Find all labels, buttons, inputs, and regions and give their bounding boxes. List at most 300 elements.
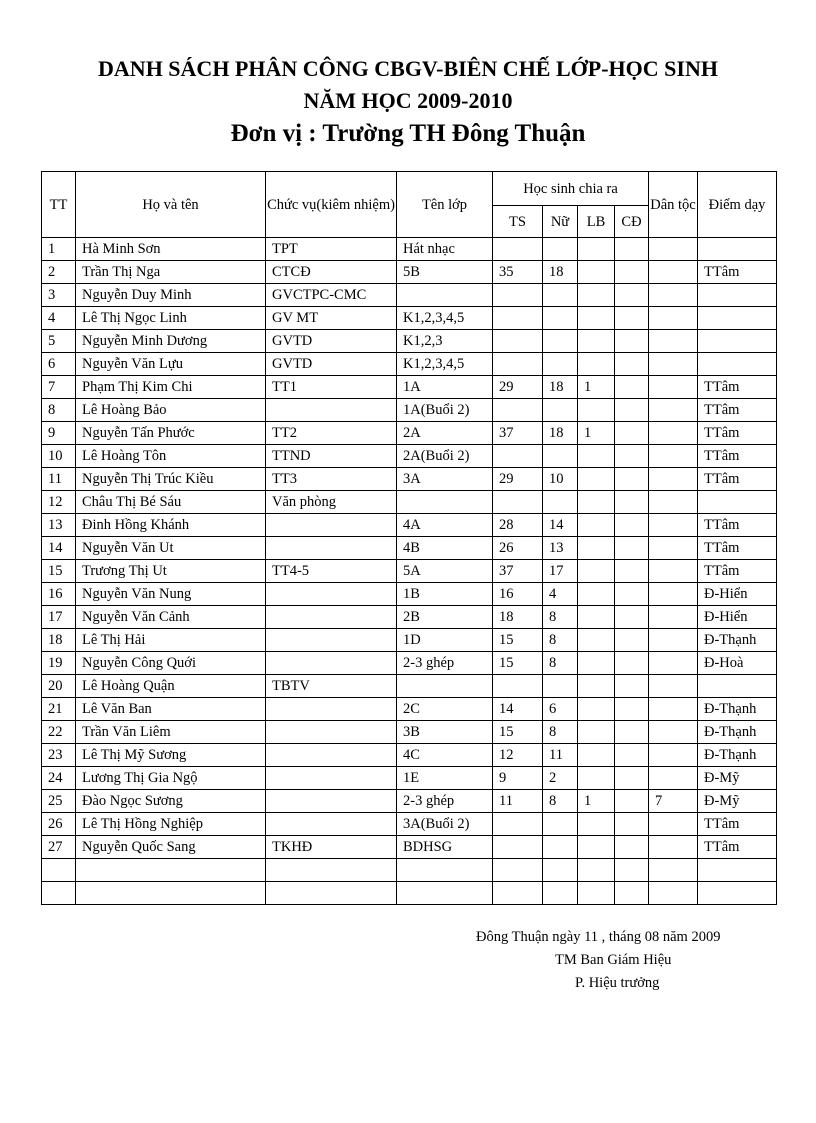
cell-role — [266, 813, 397, 836]
cell-tt: 7 — [42, 376, 76, 399]
cell-role — [266, 629, 397, 652]
cell-tt: 16 — [42, 583, 76, 606]
cell-name: Lê Hoàng Quận — [76, 675, 266, 698]
cell-diemday: Đ-Mỹ — [698, 767, 777, 790]
cell-class: K1,2,3,4,5 — [397, 353, 493, 376]
cell-diemday: TTâm — [698, 445, 777, 468]
cell-role: Văn phòng — [266, 491, 397, 514]
cell-cd — [615, 514, 649, 537]
cell-name: Lê Hoàng Tôn — [76, 445, 266, 468]
cell-class: 1E — [397, 767, 493, 790]
cell-name — [76, 882, 266, 905]
cell-diemday: TTâm — [698, 560, 777, 583]
cell-lb — [578, 836, 615, 859]
cell-tt: 25 — [42, 790, 76, 813]
cell-class — [397, 859, 493, 882]
cell-diemday — [698, 675, 777, 698]
cell-tt: 5 — [42, 330, 76, 353]
cell-tt: 23 — [42, 744, 76, 767]
table-row — [42, 859, 777, 882]
cell-tt: 4 — [42, 307, 76, 330]
cell-diemday: TTâm — [698, 813, 777, 836]
cell-cd — [615, 859, 649, 882]
cell-nu — [543, 882, 578, 905]
cell-diemday: Đ-Hiển — [698, 583, 777, 606]
cell-ts — [493, 330, 543, 353]
cell-diemday: Đ-Mỹ — [698, 790, 777, 813]
cell-lb — [578, 537, 615, 560]
cell-class: 3B — [397, 721, 493, 744]
cell-diemday: Đ-Hiển — [698, 606, 777, 629]
cell-lb — [578, 744, 615, 767]
cell-role — [266, 790, 397, 813]
cell-tt: 17 — [42, 606, 76, 629]
cell-cd — [615, 399, 649, 422]
table-row — [42, 813, 777, 836]
cell-tt: 13 — [42, 514, 76, 537]
cell-tt: 6 — [42, 353, 76, 376]
assignment-table — [41, 171, 777, 905]
cell-diemday — [698, 284, 777, 307]
cell-ts: 16 — [493, 583, 543, 606]
cell-role — [266, 698, 397, 721]
cell-nu — [543, 445, 578, 468]
table-row — [42, 560, 777, 583]
cell-class: 2A — [397, 422, 493, 445]
header-dantoc: Dân tộc — [649, 172, 698, 238]
table-row — [42, 376, 777, 399]
cell-class: 4B — [397, 537, 493, 560]
cell-diemday: TTâm — [698, 468, 777, 491]
cell-role — [266, 583, 397, 606]
cell-lb — [578, 675, 615, 698]
cell-cd — [615, 445, 649, 468]
cell-tt: 18 — [42, 629, 76, 652]
cell-diemday — [698, 307, 777, 330]
cell-diemday: Đ-Thạnh — [698, 744, 777, 767]
table-row — [42, 330, 777, 353]
cell-ts — [493, 882, 543, 905]
cell-class — [397, 491, 493, 514]
cell-cd — [615, 284, 649, 307]
cell-tt: 3 — [42, 284, 76, 307]
cell-dantoc: 7 — [649, 790, 698, 813]
cell-role: GVTD — [266, 353, 397, 376]
cell-nu: 6 — [543, 698, 578, 721]
cell-class: 1B — [397, 583, 493, 606]
cell-diemday: TTâm — [698, 836, 777, 859]
cell-ts: 15 — [493, 629, 543, 652]
header-ts: TS — [493, 206, 543, 238]
cell-dantoc — [649, 675, 698, 698]
cell-tt: 11 — [42, 468, 76, 491]
cell-name: Châu Thị Bé Sáu — [76, 491, 266, 514]
cell-dantoc — [649, 859, 698, 882]
header-tt: TT — [42, 172, 76, 238]
cell-diemday: TTâm — [698, 537, 777, 560]
cell-ts: 12 — [493, 744, 543, 767]
header-name: Họ và tên — [76, 172, 266, 238]
cell-cd — [615, 652, 649, 675]
table-row — [42, 583, 777, 606]
header-lb: LB — [578, 206, 615, 238]
cell-name: Trần Văn Liêm — [76, 721, 266, 744]
cell-ts — [493, 238, 543, 261]
cell-dantoc — [649, 238, 698, 261]
cell-lb — [578, 882, 615, 905]
table-row — [42, 652, 777, 675]
cell-role — [266, 514, 397, 537]
cell-diemday: Đ-Thạnh — [698, 629, 777, 652]
cell-cd — [615, 330, 649, 353]
cell-tt: 15 — [42, 560, 76, 583]
cell-name: Nguyễn Công Quới — [76, 652, 266, 675]
cell-cd — [615, 790, 649, 813]
table-row — [42, 307, 777, 330]
cell-role: TPT — [266, 238, 397, 261]
cell-nu: 13 — [543, 537, 578, 560]
cell-lb — [578, 629, 615, 652]
cell-role: TT1 — [266, 376, 397, 399]
cell-cd — [615, 422, 649, 445]
cell-nu: 14 — [543, 514, 578, 537]
cell-ts: 37 — [493, 560, 543, 583]
cell-ts — [493, 353, 543, 376]
cell-ts: 18 — [493, 606, 543, 629]
cell-cd — [615, 882, 649, 905]
cell-cd — [615, 813, 649, 836]
cell-class — [397, 675, 493, 698]
cell-diemday: Đ-Hoà — [698, 652, 777, 675]
signature-position: P. Hiệu trưởng — [575, 975, 660, 991]
cell-cd — [615, 307, 649, 330]
cell-nu: 2 — [543, 767, 578, 790]
cell-nu: 10 — [543, 468, 578, 491]
cell-ts: 29 — [493, 468, 543, 491]
cell-tt — [42, 882, 76, 905]
cell-class: 2C — [397, 698, 493, 721]
cell-name: Lê Thị Hải — [76, 629, 266, 652]
header-role: Chức vụ(kiêm nhiệm) — [266, 172, 397, 238]
cell-lb — [578, 238, 615, 261]
cell-nu: 18 — [543, 422, 578, 445]
cell-name: Đinh Hồng Khánh — [76, 514, 266, 537]
cell-cd — [615, 376, 649, 399]
table-row — [42, 445, 777, 468]
cell-lb — [578, 353, 615, 376]
table-row — [42, 238, 777, 261]
cell-dantoc — [649, 330, 698, 353]
cell-cd — [615, 491, 649, 514]
cell-ts — [493, 859, 543, 882]
table-row — [42, 261, 777, 284]
cell-tt: 9 — [42, 422, 76, 445]
cell-ts — [493, 675, 543, 698]
cell-cd — [615, 560, 649, 583]
cell-name: Nguyễn Văn Ut — [76, 537, 266, 560]
cell-tt: 22 — [42, 721, 76, 744]
cell-lb — [578, 399, 615, 422]
cell-lb — [578, 721, 615, 744]
table-row — [42, 468, 777, 491]
cell-lb — [578, 698, 615, 721]
cell-role — [266, 537, 397, 560]
cell-nu: 18 — [543, 261, 578, 284]
cell-cd — [615, 468, 649, 491]
cell-cd — [615, 836, 649, 859]
cell-name: Lê Thị Hồng Nghiệp — [76, 813, 266, 836]
cell-ts: 26 — [493, 537, 543, 560]
table-row — [42, 721, 777, 744]
table-row — [42, 514, 777, 537]
cell-nu: 4 — [543, 583, 578, 606]
cell-name: Nguyễn Văn Lựu — [76, 353, 266, 376]
table-body — [42, 238, 777, 905]
cell-ts: 29 — [493, 376, 543, 399]
cell-role: TT3 — [266, 468, 397, 491]
cell-class: 2B — [397, 606, 493, 629]
cell-tt: 14 — [42, 537, 76, 560]
cell-ts — [493, 813, 543, 836]
cell-lb — [578, 767, 615, 790]
cell-diemday: Đ-Thạnh — [698, 698, 777, 721]
cell-nu — [543, 675, 578, 698]
cell-name: Nguyễn Tấn Phước — [76, 422, 266, 445]
header-students: Học sinh chia ra — [493, 172, 649, 206]
cell-diemday — [698, 882, 777, 905]
cell-nu: 8 — [543, 790, 578, 813]
cell-tt: 12 — [42, 491, 76, 514]
cell-role: TT4-5 — [266, 560, 397, 583]
cell-ts: 15 — [493, 721, 543, 744]
cell-cd — [615, 698, 649, 721]
cell-name: Nguyễn Duy Minh — [76, 284, 266, 307]
cell-ts — [493, 445, 543, 468]
cell-dantoc — [649, 537, 698, 560]
table-row — [42, 606, 777, 629]
cell-dantoc — [649, 721, 698, 744]
cell-nu — [543, 491, 578, 514]
header-cd: CĐ — [615, 206, 649, 238]
cell-role: CTCĐ — [266, 261, 397, 284]
cell-cd — [615, 767, 649, 790]
cell-name: Trần Thị Nga — [76, 261, 266, 284]
cell-role: TBTV — [266, 675, 397, 698]
table-row — [42, 491, 777, 514]
cell-nu — [543, 307, 578, 330]
cell-class: 1A — [397, 376, 493, 399]
cell-lb — [578, 330, 615, 353]
cell-nu: 18 — [543, 376, 578, 399]
cell-cd — [615, 261, 649, 284]
cell-dantoc — [649, 353, 698, 376]
cell-name: Lê Văn Ban — [76, 698, 266, 721]
cell-cd — [615, 721, 649, 744]
cell-lb — [578, 468, 615, 491]
cell-class — [397, 284, 493, 307]
cell-role: GV MT — [266, 307, 397, 330]
table-row — [42, 767, 777, 790]
cell-diemday: TTâm — [698, 514, 777, 537]
table-row — [42, 284, 777, 307]
cell-tt: 8 — [42, 399, 76, 422]
table-row — [42, 836, 777, 859]
cell-cd — [615, 353, 649, 376]
cell-lb — [578, 652, 615, 675]
cell-class: 1D — [397, 629, 493, 652]
cell-class: 4C — [397, 744, 493, 767]
cell-dantoc — [649, 744, 698, 767]
header-class: Tên lớp — [397, 172, 493, 238]
cell-lb — [578, 261, 615, 284]
table-row — [42, 698, 777, 721]
cell-name: Nguyễn Văn Cảnh — [76, 606, 266, 629]
cell-class: BDHSG — [397, 836, 493, 859]
cell-role: GVTD — [266, 330, 397, 353]
cell-class: 3A(Buổi 2) — [397, 813, 493, 836]
table-row — [42, 353, 777, 376]
cell-role — [266, 721, 397, 744]
cell-dantoc — [649, 629, 698, 652]
cell-class: 2-3 ghép — [397, 790, 493, 813]
cell-dantoc — [649, 652, 698, 675]
cell-tt: 1 — [42, 238, 76, 261]
cell-ts: 9 — [493, 767, 543, 790]
cell-class: K1,2,3,4,5 — [397, 307, 493, 330]
cell-dantoc — [649, 445, 698, 468]
cell-role: TT2 — [266, 422, 397, 445]
cell-tt: 10 — [42, 445, 76, 468]
cell-dantoc — [649, 767, 698, 790]
cell-nu — [543, 813, 578, 836]
cell-diemday — [698, 238, 777, 261]
cell-name: Hà Minh Sơn — [76, 238, 266, 261]
cell-name: Lê Hoàng Bảo — [76, 399, 266, 422]
document-title: DANH SÁCH PHÂN CÔNG CBGV-BIÊN CHẾ LỚP-HỌC SINH — [98, 56, 718, 81]
cell-role — [266, 882, 397, 905]
table-row — [42, 629, 777, 652]
cell-tt — [42, 859, 76, 882]
cell-name: Lê Thị Ngọc Linh — [76, 307, 266, 330]
cell-lb — [578, 284, 615, 307]
cell-dantoc — [649, 261, 698, 284]
cell-role — [266, 859, 397, 882]
cell-diemday: TTâm — [698, 399, 777, 422]
table-row — [42, 537, 777, 560]
cell-ts — [493, 399, 543, 422]
cell-tt: 19 — [42, 652, 76, 675]
table-row — [42, 744, 777, 767]
cell-nu — [543, 859, 578, 882]
cell-role: TKHĐ — [266, 836, 397, 859]
cell-class: Hát nhạc — [397, 238, 493, 261]
cell-class: 3A — [397, 468, 493, 491]
cell-class: 2A(Buổi 2) — [397, 445, 493, 468]
cell-cd — [615, 583, 649, 606]
table-row — [42, 790, 777, 813]
table-row — [42, 675, 777, 698]
cell-name: Đào Ngọc Sương — [76, 790, 266, 813]
cell-ts — [493, 836, 543, 859]
cell-cd — [615, 629, 649, 652]
cell-dantoc — [649, 468, 698, 491]
cell-cd — [615, 675, 649, 698]
cell-ts: 11 — [493, 790, 543, 813]
cell-ts: 35 — [493, 261, 543, 284]
cell-diemday: TTâm — [698, 376, 777, 399]
cell-nu — [543, 353, 578, 376]
cell-nu — [543, 399, 578, 422]
cell-ts: 37 — [493, 422, 543, 445]
cell-nu — [543, 238, 578, 261]
cell-role — [266, 399, 397, 422]
table-row — [42, 422, 777, 445]
cell-class: K1,2,3 — [397, 330, 493, 353]
cell-nu: 8 — [543, 652, 578, 675]
cell-tt: 26 — [42, 813, 76, 836]
cell-name: Nguyễn Minh Dương — [76, 330, 266, 353]
cell-lb — [578, 583, 615, 606]
cell-nu: 17 — [543, 560, 578, 583]
cell-ts — [493, 307, 543, 330]
unit-name: Đơn vị : Trường TH Đông Thuận — [230, 120, 586, 147]
cell-class: 5A — [397, 560, 493, 583]
cell-lb — [578, 307, 615, 330]
cell-diemday: TTâm — [698, 261, 777, 284]
cell-dantoc — [649, 491, 698, 514]
cell-name: Lê Thị Mỹ Sương — [76, 744, 266, 767]
table-row — [42, 399, 777, 422]
cell-lb: 1 — [578, 422, 615, 445]
cell-lb — [578, 560, 615, 583]
cell-nu: 11 — [543, 744, 578, 767]
cell-dantoc — [649, 836, 698, 859]
cell-nu — [543, 836, 578, 859]
cell-dantoc — [649, 698, 698, 721]
cell-lb — [578, 859, 615, 882]
cell-cd — [615, 744, 649, 767]
cell-nu: 8 — [543, 606, 578, 629]
cell-class: 5B — [397, 261, 493, 284]
cell-dantoc — [649, 560, 698, 583]
cell-tt: 21 — [42, 698, 76, 721]
cell-ts: 28 — [493, 514, 543, 537]
cell-class: 1A(Buổi 2) — [397, 399, 493, 422]
cell-diemday — [698, 330, 777, 353]
cell-diemday — [698, 491, 777, 514]
cell-dantoc — [649, 514, 698, 537]
cell-class: 2-3 ghép — [397, 652, 493, 675]
cell-tt: 24 — [42, 767, 76, 790]
school-year: NĂM HỌC 2009-2010 — [303, 88, 513, 113]
cell-lb — [578, 491, 615, 514]
cell-nu — [543, 284, 578, 307]
signature-board: TM Ban Giám Hiệu — [555, 952, 672, 968]
cell-diemday: TTâm — [698, 422, 777, 445]
cell-class: 4A — [397, 514, 493, 537]
cell-name: Nguyễn Thị Trúc Kiều — [76, 468, 266, 491]
cell-cd — [615, 238, 649, 261]
cell-nu — [543, 330, 578, 353]
cell-lb: 1 — [578, 790, 615, 813]
cell-name: Nguyễn Văn Nung — [76, 583, 266, 606]
cell-lb — [578, 445, 615, 468]
cell-lb — [578, 514, 615, 537]
cell-dantoc — [649, 284, 698, 307]
cell-role: TTND — [266, 445, 397, 468]
cell-ts: 15 — [493, 652, 543, 675]
cell-name: Trương Thị Ut — [76, 560, 266, 583]
